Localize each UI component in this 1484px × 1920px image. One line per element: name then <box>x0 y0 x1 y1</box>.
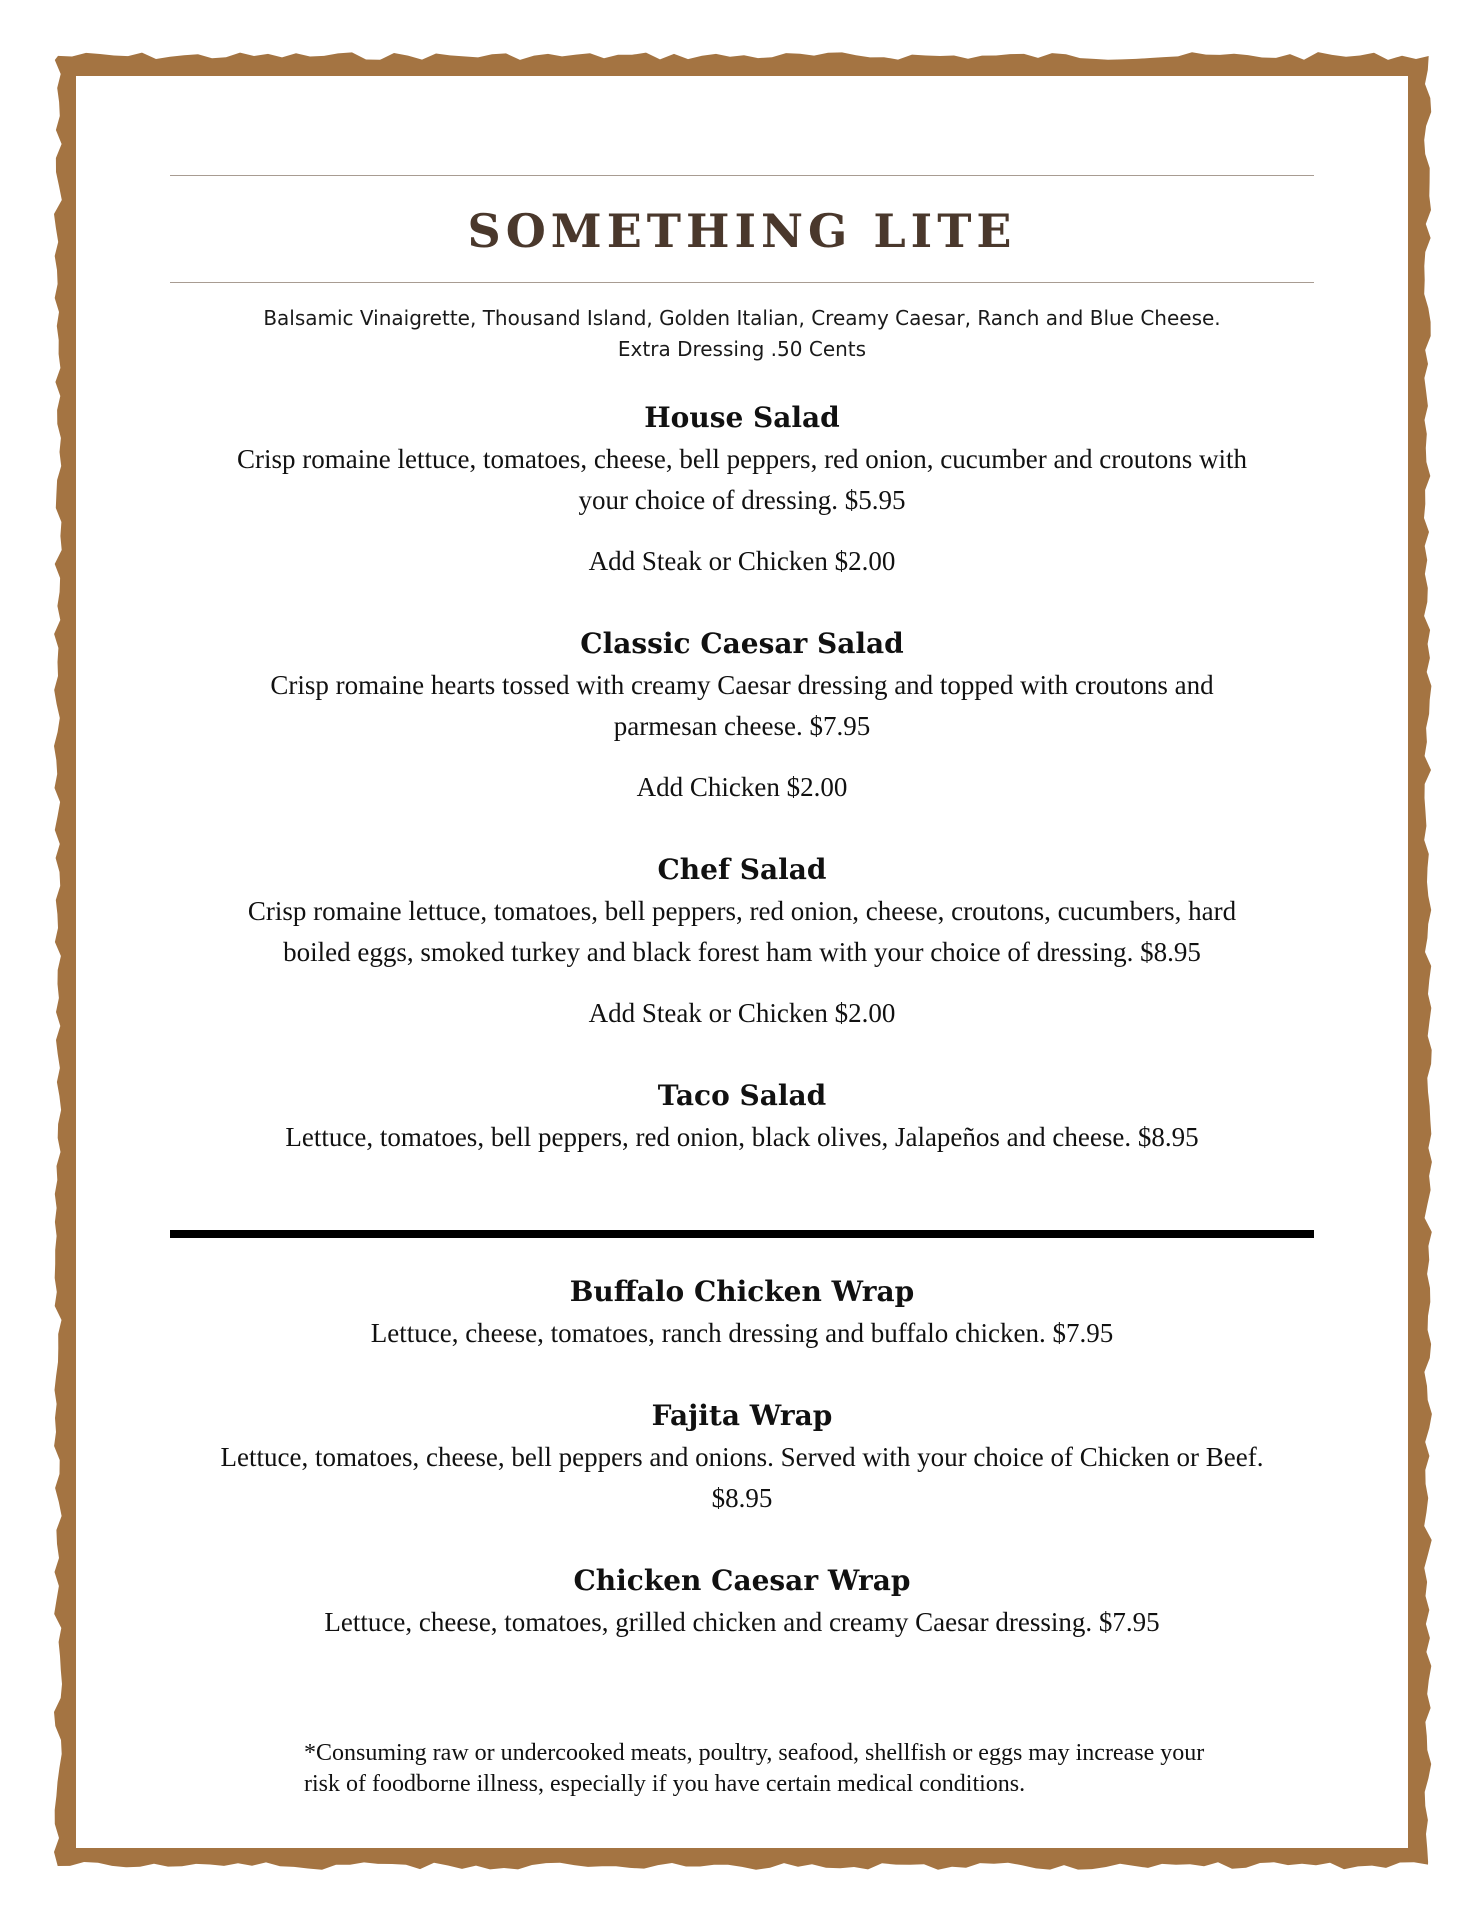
item-description-line: Crisp romaine lettuce, tomatoes, bell peppers, red onion, cheese, croutons, cucumbers, hard <box>247 896 1237 926</box>
item-description-line: Crisp romaine lettuce, tomatoes, cheese, bell peppers, red onion, cucumber and croutons with <box>237 444 1247 474</box>
disclaimer-line: *Consuming raw or undercooked meats, poultry, seafood, shellfish or eggs may increase your <box>304 1740 1205 1766</box>
item-name: Classic Caesar Salad <box>580 627 904 660</box>
menu-item-taco-salad <box>170 1076 1314 1158</box>
title-rule-bottom <box>170 282 1314 283</box>
menu-item-buffalo-chicken-wrap <box>170 1272 1314 1354</box>
title-rule-top <box>170 175 1314 176</box>
menu-item-house-salad <box>170 398 1314 582</box>
item-description <box>170 439 1314 521</box>
menu-item-chef-salad <box>170 850 1314 1034</box>
menu-item-classic-caesar-salad <box>170 624 1314 808</box>
item-addon: Add Steak or Chicken $2.00 <box>588 998 896 1028</box>
item-description-line: your choice of dressing. $5.95 <box>578 485 906 515</box>
item-description-line: Crisp romaine hearts tossed with creamy Caesar dressing and topped with croutons and <box>270 670 1214 700</box>
menu-item-chicken-caesar-wrap <box>170 1561 1314 1643</box>
item-addon: Add Steak or Chicken $2.00 <box>588 546 896 576</box>
item-name: Fajita Wrap <box>651 1399 833 1432</box>
extra-dressing-note: Extra Dressing .50 Cents <box>617 337 867 361</box>
item-description-line: parmesan cheese. $7.95 <box>613 711 871 741</box>
item-description <box>170 891 1314 973</box>
item-name: House Salad <box>644 401 840 434</box>
dressing-options <box>170 303 1314 365</box>
item-description-line: boiled eggs, smoked turkey and black forest ham with your choice of dressing. $8.95 <box>283 937 1201 967</box>
menu-item-fajita-wrap <box>170 1396 1314 1519</box>
dressing-list: Balsamic Vinaigrette, Thousand Island, Golden Italian, Creamy Caesar, Ranch and Blue Cheese. <box>263 306 1221 330</box>
item-description-line: Lettuce, tomatoes, cheese, bell peppers and onions. Served with your choice of Chicken or Beef. <box>220 1442 1264 1472</box>
item-description-line: Lettuce, cheese, tomatoes, grilled chicken and creamy Caesar dressing. $7.95 <box>324 1607 1160 1637</box>
item-name: Buffalo Chicken Wrap <box>569 1275 915 1308</box>
item-description-line: Lettuce, cheese, tomatoes, ranch dressing and buffalo chicken. $7.95 <box>370 1318 1114 1348</box>
item-description <box>170 1602 1314 1643</box>
item-name: Taco Salad <box>657 1079 827 1112</box>
item-description-line: Lettuce, tomatoes, bell peppers, red onion, black olives, Jalapeños and cheese. $8.95 <box>285 1122 1199 1152</box>
section-divider <box>170 1230 1314 1238</box>
item-name: Chicken Caesar Wrap <box>573 1564 911 1597</box>
item-description <box>170 665 1314 747</box>
item-name: Chef Salad <box>657 853 827 886</box>
menu-content <box>170 0 1314 1920</box>
item-description <box>170 1313 1314 1354</box>
item-description-line: $8.95 <box>711 1483 773 1513</box>
item-description <box>170 1117 1314 1158</box>
disclaimer-line: risk of foodborne illness, especially if you have certain medical conditions. <box>304 1771 1026 1797</box>
food-safety-disclaimer <box>304 1738 1314 1800</box>
item-addon: Add Chicken $2.00 <box>636 772 848 802</box>
page-title: SOMETHING LITE <box>467 204 1017 258</box>
item-description <box>170 1437 1314 1519</box>
